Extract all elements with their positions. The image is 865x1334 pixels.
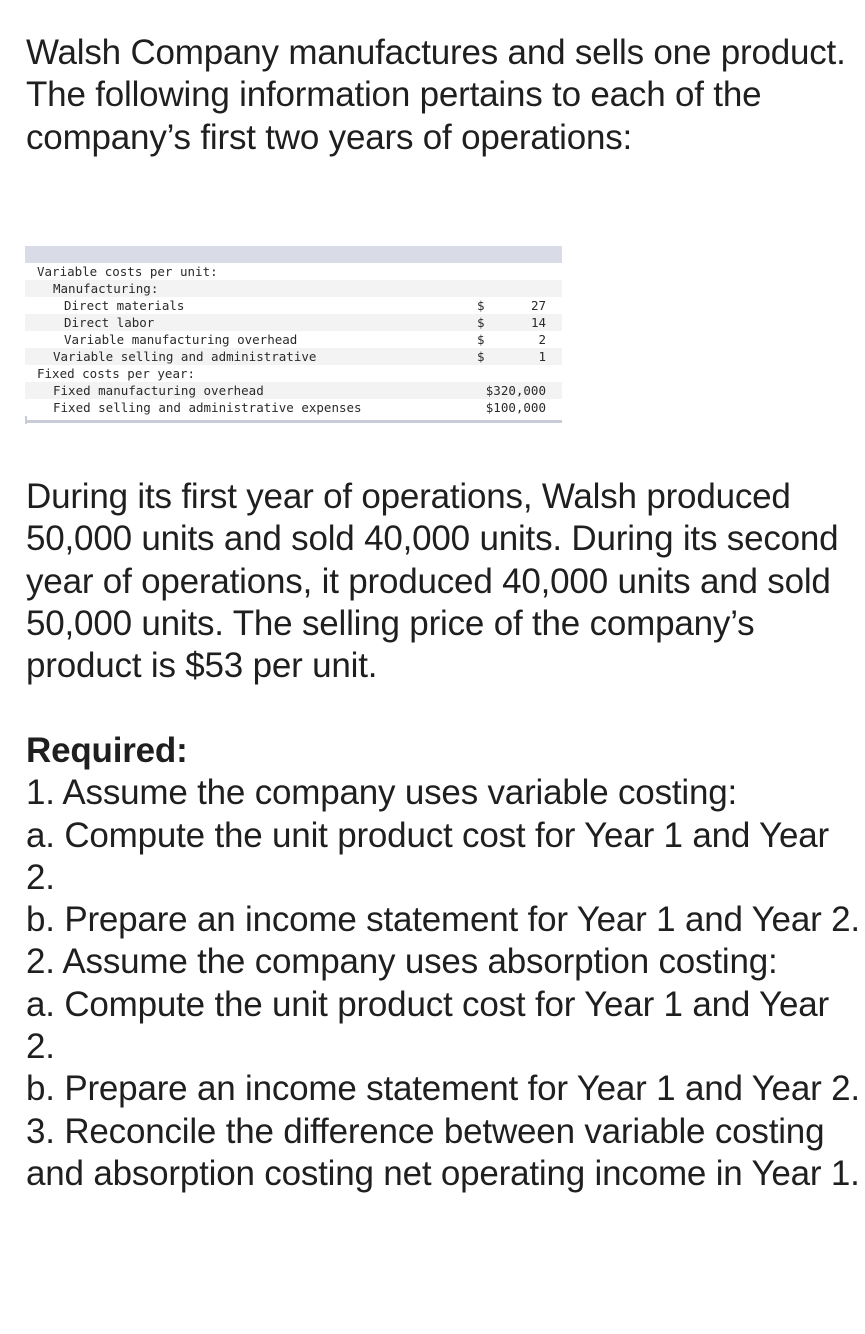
row-amount: 1 [538,349,546,364]
row-amount: 2 [538,332,546,347]
description-paragraph: During its first year of operations, Walsh produced 50,000 units and sold 40,000 units. During its second year of operations, it produced 40,000 units and sold 50,000 units. The selling price of the company’s product is $53 per unit. [26,477,839,686]
row-amount: 27 [530,298,546,313]
row-amount: $100,000 [485,400,546,415]
required-item: 2. Assume the company uses absorption costing: [26,942,778,982]
required-section [26,730,861,1195]
row-currency: $ [477,332,485,347]
row-label: Fixed selling and administrative expenses [53,400,362,415]
row-label: Fixed manufacturing overhead [53,383,264,398]
row-label: Fixed costs per year: [37,366,196,381]
required-item: b. Prepare an income statement for Year 1 and Year 2. [26,900,860,940]
row-label: Direct labor [64,315,155,330]
table-row [25,280,562,297]
required-heading: Required: [26,731,188,770]
row-currency: $ [477,349,485,364]
required-item: 1. Assume the company uses variable costing: [26,773,738,813]
table-row [25,263,562,280]
table-row [25,365,562,382]
table-row [25,382,562,399]
table-row [25,348,562,365]
table-row [25,331,562,348]
table-row [25,297,562,314]
row-label: Manufacturing: [53,281,159,296]
table-header-bar [25,246,562,263]
table-row [25,314,562,331]
cost-table [25,246,562,428]
row-currency: $ [477,315,485,330]
required-item: b. Prepare an income statement for Year 1 and Year 2. [26,1069,860,1109]
table-bottom-border [25,420,562,423]
row-label: Variable manufacturing overhead [64,332,298,347]
row-label: Variable selling and administrative [53,349,317,364]
row-currency: $ [477,298,485,313]
required-item: a. Compute the unit product cost for Year 1 and Year 2. [26,984,829,1067]
required-item: 3. Reconcile the difference between variable costing and absorption costing net operating income in Year 1. [26,1111,860,1193]
row-label: Variable costs per unit: [37,264,218,279]
intro-paragraph: Walsh Company manufactures and sells one product. The following information pertains to each of the company’s first two years of operations: [26,33,846,157]
row-amount: 14 [530,315,546,330]
row-amount: $320,000 [485,383,546,398]
table-bottom-corner [25,416,27,424]
table-row [25,399,562,416]
row-label: Direct materials [64,298,185,313]
required-item: a. Compute the unit product cost for Year 1 and Year 2. [26,815,829,897]
